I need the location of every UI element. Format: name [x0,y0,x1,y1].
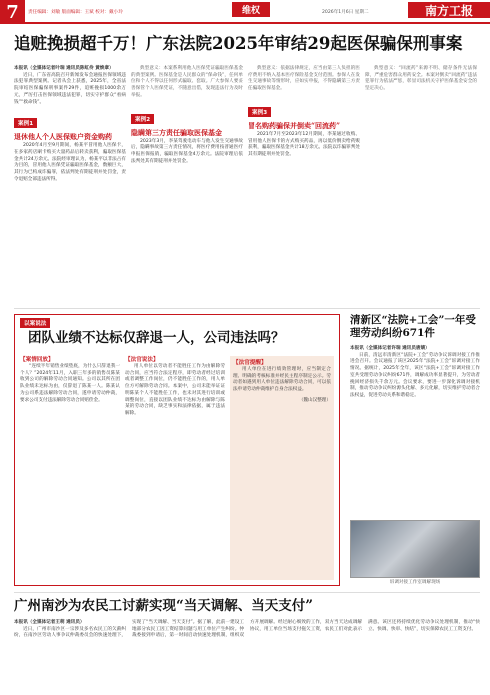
photo-caption: 诉调对接工作室调解现场 [389,580,441,585]
case2-comment: 典型意义：依据法律规定，应当由第三人负担的医疗费用不纳入基本医疗保险基金支付范围。参保人在发生交通事故等情形时，应如实申报，不得隐瞒第三方责任骗取医保基金。 [248,66,360,92]
mediation-photo [350,520,480,578]
bottom-story-text [14,620,480,692]
case1-title: 退休他人个人医保账户资金购药 [14,132,112,142]
judge-reminder-body: 用人单位在进行绩效管理时，应当制定合理、明确的考核标准并经民主程序制定公示。劳动者如遇到用人单位违法解除劳动合同，可以依法申请劳动仲裁维护自身合法权益。 [233,367,331,393]
case2-label-wrap [131,106,243,125]
editor-credits: 责任编辑：刘敏 版面编辑：王斌 校对：戴小玲 [28,10,123,15]
legal-author: （魏山汉整理） [298,397,331,403]
page-number: 7 [0,0,25,24]
case1-body: 2020年4月至9月期间，杨某平冒用他人医保卡，在多家药店刷卡购买大量药品后转卖获利，骗取医保基金共计24万余元。法院经审理认为，杨某平以非法占有为目的，冒用他人医保凭证骗取医保基金，数额巨大，其行为已构成诈骗罪，依法判处有期徒刑并处罚金，责令退赔全部违法所得。 [14,143,126,182]
header-rule [0,22,490,24]
case3-label-wrap [248,99,360,118]
judge-reminder-box [230,356,334,580]
bottom-byline: 本报讯（全媒体记者王萌 通讯员） [14,620,85,625]
right-body: 日前，清远市清新区“法院+工会”劳动争议诉调对接工作推进会召开。会议通报了该区2025年“法院+工会”诉调对接工作情况。据统计，2025年全年，该区“法院+工会”诉调对接工作室共受理劳动争议纠纷671件，调解成功率显著提升，为劳动者挽回经济损失千余万元。会议要求，要进一步深化诉调对接机制，推动劳动争议纠纷源头化解、多元化解，切实维护劳动者合法权益，促进劳动关系和谐稳定。 [350,352,480,398]
case3-body: 2021年7月至2023年12月期间，李某通过收购、冒用他人医保卡的方式购买药品，再以低价倒卖给药贩获利，骗取医保基金共计18万余元。法院以诈骗罪判处其有期徒刑并处罚金。 [248,131,360,157]
legal-col-2 [125,356,225,418]
bottom-divider [14,592,480,593]
top-lead: 近日，广东省高院召开新闻发布会通报医保领域违法犯罪典型案例。记者从会上获悉，2025年，全省法院审结医保骗保刑事案件29件，追赃挽损1000余万元，严厉打击医保领域违法犯罪，切实守护群众“看病钱”“救命钱”。 [14,72,126,105]
top-story-col-4 [365,66,477,93]
top-byline: 本报讯（全媒体记者叶瑞 通讯员陈虹伶 黄焕章） [14,66,114,71]
case3-title: 冒名购药骗保并倒卖“回流药” [248,120,341,130]
top-story-col-3 [248,66,360,159]
judge-reminder-label: 【法官提醒】 [233,360,267,366]
case2-body: 2023年3月，李某驾驶电动车与他人发生交通事故后，隐瞒事故第三方责任情况，将医疗费用按普通医疗申报医保报销，骗取医保基金4万余元。法院审理后依法判处其有期徒刑并处罚金。 [131,138,243,164]
law-explanation-label: 【法官说法】 [125,357,159,363]
bottom-body: 近日，广州市南沙区一宗涉及多名农民工的欠薪纠纷，在南沙区劳动人事争议仲裁委员会的快速处理下，实现了“当天调解、当天支付”。据了解，此前一建设工地部分农民工因工资结算问题与用工单位产生纠纷。仲裁委接到申请后，第一时间启动快速处理机制，组织双方开展调解。经过耐心细致的工作，双方当天达成调解协议，用工单位当场支付拖欠工资，农民工们对此表示满意。该区还将持续优化劳动争议处理机制，推动“快立、快调、快审、快结”，切实保障农民工工资支付。 [14,620,480,639]
issue-date: 2026年1月6日 星期二 [322,10,369,15]
section-tab: 维权 [232,2,270,17]
case1-comment: 典型意义：本案系利用他人医保凭证骗取医保基金的典型案例。医保基金是人民群众的“保命钱”，任何单位和个人不得以任何形式骗取、套取。广大参保人要妥善保管个人医保凭证，不随意出借，发现违法行为及时举报。 [131,66,243,98]
case1-label-wrap [14,110,126,129]
bottom-headline: 广州南沙为农民工讨薪实现“当天调解、当天支付” [14,598,314,614]
right-story-text [350,346,480,400]
case-replay-label: 【案情回放】 [20,357,54,363]
top-headline: 追赃挽损超千万！广东法院2025年审结29起医保骗保刑事案 [14,34,463,53]
case-replay-body: “连续半年销售业绩垫底，为什么只辞退我一个人？”2024年11月，入职三年多的销售员陈某收到公司的解除劳动合同通知。公司以其所在团队业绩未达标为由，仅辞退了陈某一人。陈某认为公司系违法解除劳动合同，遂申请劳动仲裁，要求公司支付违法解除劳动合同赔偿金。 [20,364,120,403]
legal-kicker: 以案说法 [20,318,50,328]
top-story-col-2 [131,66,243,165]
case2-label: 案例2 [131,114,154,124]
case2-title: 隐瞒第三方责任骗取医保基金 [131,127,222,137]
right-headline: 清新区“法院+工会”一年受理劳动纠纷671件 [350,314,476,339]
legal-headline: 团队业绩不达标仅辞退一人，公司违法吗？ [28,330,285,346]
right-byline: 本报讯（全媒体记者许瑞 通讯员唐婧） [350,346,430,351]
case3-comment: 典型意义：“回流药”来源不明、储存条件无法保障，严重危害群众用药安全。本案对倒卖“回流药”违法犯罪行为依法严惩，彰显司法机关守护医保基金安全的坚定决心。 [365,66,477,92]
section-divider [14,308,480,309]
legal-col-1 [20,356,120,404]
case1-label: 案例1 [14,118,37,128]
newspaper-logo: 南方工报 [408,2,490,18]
law-explanation-body: 用人单位以劳动者不能胜任工作为由解除劳动合同，应当符合法定程序，即劳动者经过培训或者调整工作岗位，仍不能胜任工作的，用人单位方可解除劳动合同。本案中，公司未能举证证明陈某个人不能胜任工作，也未对其进行培训或调整岗位，直接以团队业绩不达标为由解除与陈某的劳动合同，缺乏事实和法律依据，属于违法解除。 [125,364,225,416]
top-story-col-1 [14,66,126,183]
case3-label: 案例3 [248,107,271,117]
